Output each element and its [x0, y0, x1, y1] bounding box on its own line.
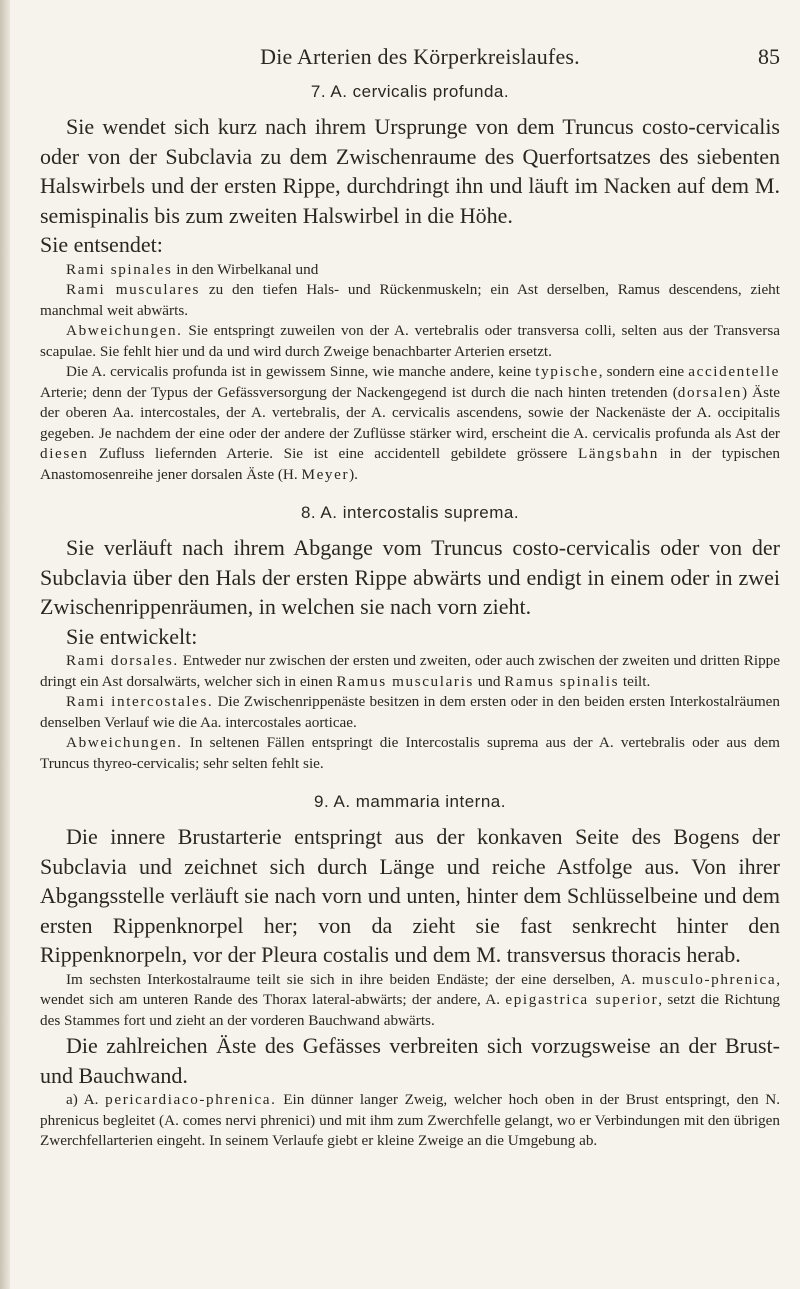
s7-rami-musculares	[40, 280, 780, 321]
text: in den Wirbelkanal und	[172, 260, 319, 278]
text: teilt.	[619, 672, 651, 690]
text: Sie entspringt zuweilen von der A. vertebralis oder transversa colli, selten aus der Transversa scapulae. Sie fehlt hier und da und wird durch Zweige benachbarter Arterien ersetzt.	[40, 322, 780, 360]
text: In seltenen Fällen entspringt die Intercostalis suprema aus der A. vertebralis oder aus dem Truncus thyreo-cervicalis; sehr selten fehlt sie.	[40, 734, 780, 772]
text: Die Zwischenrippenäste besitzen in dem ersten oder in den beiden ersten Interkostalräumen denselben Verlauf wie die Aa. intercostales aorticae.	[40, 693, 780, 731]
page-number: 85	[758, 44, 780, 69]
text: Ein dünner langer Zweig, welcher hoch oben in der Brust entspringt, den N. phrenicus begleitet (A. comes nervi phrenici) und mit ihm zum Zwerchfelle gelangt, wo er Verbindungen mit den übrigen Zwerchfellarterien eingeht. In seinem Verlaufe giebt er kleine Zweige an die Umgebung ab.	[40, 1091, 781, 1149]
text: Arterie; denn der Typus der Gefässversorgung der Nackengegend ist durch die nach hinten tretenden (	[40, 383, 678, 401]
term: typische	[535, 363, 599, 380]
section-heading-8: 8. A. intercostalis suprema.	[300, 503, 520, 522]
term: Ramus muscularis	[336, 672, 474, 690]
text: ).	[349, 465, 358, 483]
text: und	[473, 672, 501, 690]
term: Abweichungen.	[66, 322, 183, 339]
term: pericardiaco-phrenica.	[105, 1091, 277, 1108]
s7-paragraph-1: Sie wendet sich kurz nach ihrem Ursprunge von dem Truncus costo-cervicalis oder von der Subclavia zu dem Zwischenraume des Querfortsatzes des siebenten Halswirbels und der ersten Rippe, durchdringt ihn und läuft im Nacken auf dem M. semispinalis bis zum zweiten Halswirbel in die Höhe.	[40, 114, 780, 228]
header-title: Die Arterien des Körperkreislaufes.	[260, 44, 580, 69]
term: Rami musculares	[66, 281, 201, 298]
s9-note	[40, 970, 780, 1032]
term: dorsalen	[677, 383, 743, 401]
s8-rami-intercostales	[40, 692, 780, 733]
section-heading-7: 7. A. cervicalis profunda.	[310, 82, 510, 101]
s7-paragraph-2: Sie entsendet:	[40, 232, 163, 257]
text: ) Äste der oberen Aa. intercostales, der A. vertebralis, der A. cervicalis ascendens, sowie der Nackenäste der A. occipitalis gegeben. Je nachdem der eine oder der andere der Zuflüsse stärker wird, erscheint die A. cervicalis profunda als Ast der	[40, 383, 780, 442]
s8-rami-dorsales	[40, 651, 780, 692]
s7-note	[40, 362, 780, 485]
text: in der typischen Anastomosenreihe jener dorsalen Äste (H.	[40, 445, 780, 483]
s9-branch-a	[40, 1090, 780, 1152]
term: Rami dorsales.	[66, 652, 179, 669]
text: , setzt die Richtung des Stammes fort und zieht an der vorderen Bauchwand abwärts.	[40, 991, 781, 1029]
text: , wendet sich am unteren Rande des Thorax lateral-abwärts; der andere, A.	[40, 970, 781, 1008]
term: diesen	[40, 445, 89, 462]
term: musculo-phrenica	[641, 970, 777, 988]
running-header	[60, 44, 780, 74]
page-content	[40, 82, 780, 1152]
term: Längsbahn	[577, 445, 659, 462]
s8-abweichungen	[40, 733, 780, 774]
s9-paragraph-2: Die zahlreichen Äste des Gefässes verbreiten sich vorzugsweise an der Brust- und Bauchwand.	[40, 1033, 780, 1088]
text: Entweder nur zwischen der ersten und zweiten, oder auch zwischen der zweiten und dritten Rippe dringt ein Ast dorsalwärts, welcher sich in einen	[40, 652, 780, 690]
text: zu den tiefen Hals- und Rückenmuskeln; ein Ast derselben, Ramus descendens, zieht manchmal weit abwärts.	[40, 281, 780, 319]
section-heading-9: 9. A. mammaria interna.	[314, 792, 506, 811]
s7-abweichungen	[40, 321, 780, 362]
text: Zufluss liefernden Arterie. Sie ist eine accidentell gebildete grössere	[88, 445, 568, 462]
s9-paragraph-1: Die innere Brustarterie entspringt aus der konkaven Seite des Bogens der Subclavia und zeichnet sich durch Länge und reiche Astfolge aus. Von ihrer Abgangsstelle verläuft sie nach vorn und unten, hinter dem Schlüsselbeine und dem ersten Rippenknorpel her; von da zieht sie fast senkrecht hinter den Rippenknorpeln, vor der Pleura costalis und dem M. transversus thoracis herab.	[40, 824, 780, 967]
term: Abweichungen.	[66, 734, 183, 751]
term: Rami spinales	[66, 260, 173, 278]
text: a) A.	[66, 1091, 99, 1108]
text: Die A. cervicalis profunda ist in gewissem Sinne, wie manche andere, keine	[66, 363, 532, 380]
term: Rami intercostales.	[66, 693, 214, 710]
page-spine-shadow	[0, 0, 10, 1289]
s8-paragraph-2: Sie entwickelt:	[66, 623, 198, 649]
text: , sondern eine	[598, 363, 685, 380]
term: epigastrica superior	[505, 991, 659, 1008]
text: Im sechsten Interkostalraume teilt sie sich in ihre beiden Endäste; der eine derselben, A.	[66, 970, 636, 988]
term: Ramus spinalis	[504, 672, 620, 690]
author: Meyer	[301, 465, 350, 483]
term: accidentelle	[688, 363, 780, 380]
s8-paragraph-1: Sie verläuft nach ihrem Abgange vom Truncus costo-cervicalis oder von der Subclavia über den Hals der ersten Rippe abwärts und endigt in einem oder in zwei Zwischenrippenräumen, in welchen sie nach vorn zieht.	[40, 535, 780, 619]
s7-rami-spinales	[40, 260, 780, 281]
